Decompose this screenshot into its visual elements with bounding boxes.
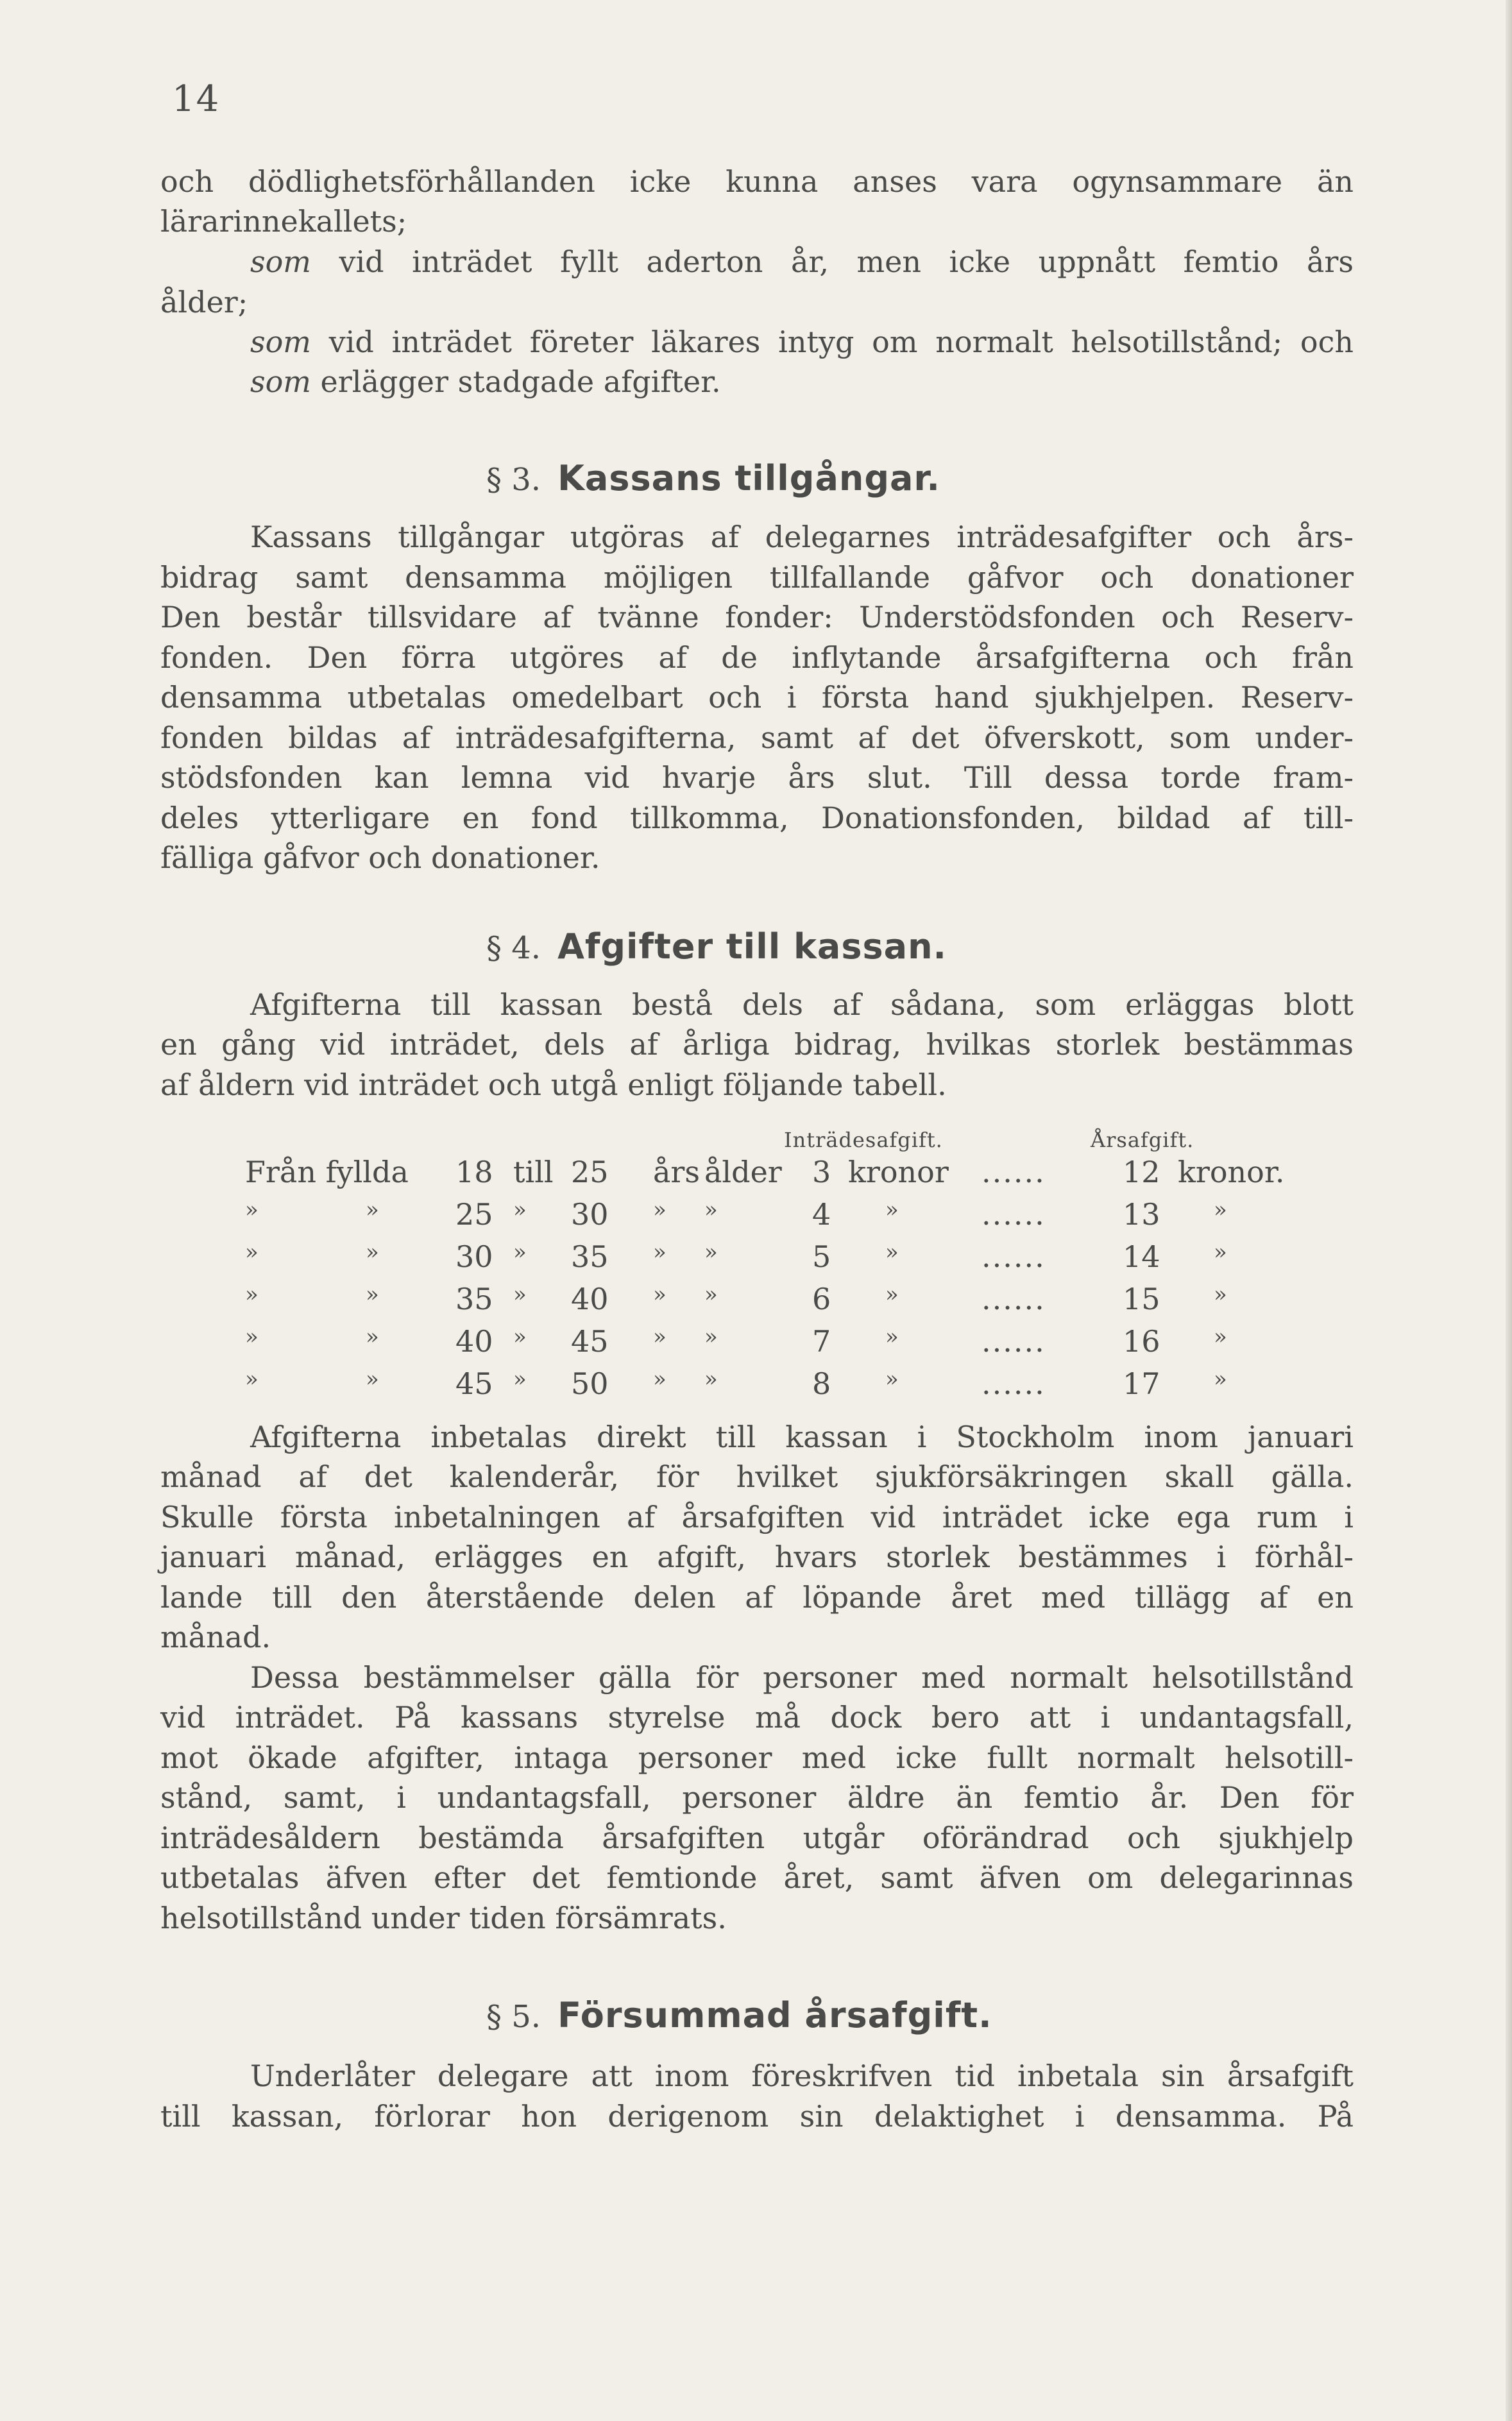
paragraph-line: Den består tillsvidare af tvänne fonder: Understödsfonden och Reserv- bbox=[160, 600, 1354, 634]
ditto-mark: » bbox=[245, 1239, 259, 1265]
table-row bbox=[160, 1155, 1366, 1194]
condition-text: erlägger stadgade afgifter. bbox=[320, 364, 721, 399]
cell-annual-fee: 12 bbox=[1123, 1155, 1160, 1189]
cell-annual-unit: kronor. bbox=[1178, 1155, 1285, 1189]
cell-age-to: 45 bbox=[571, 1324, 609, 1359]
paragraph-line: till kassan, förlorar hon derigenom sin delaktighet i densamma. På bbox=[160, 2099, 1354, 2134]
paragraph-line: stånd, samt, i undantagsfall, personer äldre än femtio år. Den för bbox=[160, 1780, 1354, 1815]
ditto-mark: » bbox=[245, 1282, 259, 1307]
ditto-mark: » bbox=[1214, 1239, 1227, 1265]
paragraph-line: en gång vid inträdet, dels af årliga bidrag, hvilkas storlek bestämmas bbox=[160, 1027, 1354, 1062]
column-header-annual-fee: Årsafgift. bbox=[1091, 1128, 1194, 1152]
ditto-mark: » bbox=[704, 1282, 718, 1307]
condition-text: vid inträdet fyllt aderton år, men icke uppnått femtio års bbox=[339, 244, 1354, 279]
intro-line: lärarinnekallets; bbox=[160, 204, 407, 239]
ditto-mark: » bbox=[245, 1366, 259, 1392]
paragraph-line: deles ytterligare en fond tillkomma, Donationsfonden, bildad af till- bbox=[160, 801, 1354, 835]
cell-entry-unit: kronor bbox=[848, 1155, 949, 1189]
cell-from: Från fyllda bbox=[245, 1155, 409, 1189]
paragraph-line: Skulle första inbetalningen af årsafgiften vid inträdet icke ega rum i bbox=[160, 1500, 1354, 1534]
ditto-mark: » bbox=[366, 1366, 379, 1392]
cell-age-from: 40 bbox=[455, 1324, 493, 1359]
ditto-mark: » bbox=[653, 1239, 667, 1265]
paragraph-line: utbetalas äfven efter det femtionde året, samt äfven om delegarinnas bbox=[160, 1860, 1354, 1895]
section-heading bbox=[486, 1995, 992, 2035]
ditto-mark: » bbox=[245, 1324, 259, 1350]
cell-annual-fee: 13 bbox=[1123, 1197, 1160, 1232]
ditto-mark: » bbox=[704, 1239, 718, 1265]
ditto-mark: » bbox=[1214, 1282, 1227, 1307]
cell-annual-fee: 14 bbox=[1123, 1239, 1160, 1274]
cell-age-from: 35 bbox=[455, 1282, 493, 1316]
cell-till: till bbox=[513, 1155, 554, 1189]
paragraph-line: Underlåter delegare att inom föreskrifven tid inbetala sin årsafgift bbox=[250, 2059, 1354, 2093]
cell-entry-fee: 7 bbox=[812, 1324, 831, 1359]
paragraph-line: Kassans tillgångar utgöras af delegarnes inträdesafgifter och års- bbox=[250, 520, 1354, 554]
ditto-mark: » bbox=[885, 1366, 899, 1392]
paragraph-line: helsotillstånd under tiden försämrats. bbox=[160, 1901, 727, 1935]
ditto-mark: » bbox=[1214, 1366, 1227, 1392]
condition-line bbox=[160, 322, 1354, 362]
paragraph-line: månad. bbox=[160, 1620, 271, 1654]
ditto-mark: » bbox=[653, 1324, 667, 1350]
paragraph-line: mot ökade afgifter, intaga personer med icke fullt normalt helsotill- bbox=[160, 1740, 1354, 1775]
cell-annual-fee: 16 bbox=[1123, 1324, 1160, 1359]
ditto-mark: » bbox=[366, 1282, 379, 1307]
ditto-mark: » bbox=[885, 1197, 899, 1223]
cell-entry-fee: 3 bbox=[812, 1155, 831, 1189]
section-title: Kassans tillgångar. bbox=[557, 458, 940, 498]
ditto-mark: » bbox=[245, 1197, 259, 1223]
condition-line bbox=[160, 242, 1354, 282]
cell-dots: ...... bbox=[981, 1282, 1046, 1316]
ditto-mark: » bbox=[513, 1197, 527, 1223]
ditto-mark: » bbox=[885, 1324, 899, 1350]
condition-lead: som bbox=[250, 244, 311, 279]
paragraph-line: stödsfonden kan lemna vid hvarje års slut. Till dessa torde fram- bbox=[160, 760, 1354, 795]
cell-dots: ...... bbox=[981, 1324, 1046, 1359]
condition-text: vid inträdet företer läkares intyg om normalt helsotillstånd; och bbox=[328, 325, 1354, 359]
cell-entry-fee: 6 bbox=[812, 1282, 831, 1316]
cell-entry-fee: 8 bbox=[812, 1366, 831, 1401]
table-row bbox=[160, 1324, 1366, 1364]
cell-age-from: 30 bbox=[455, 1239, 493, 1274]
cell-annual-fee: 17 bbox=[1123, 1366, 1160, 1401]
ditto-mark: » bbox=[653, 1282, 667, 1307]
page-edge bbox=[1506, 0, 1512, 2421]
paragraph-line: januari månad, erlägges en afgift, hvars storlek bestämmes i förhål- bbox=[160, 1540, 1354, 1574]
ditto-mark: » bbox=[885, 1239, 899, 1265]
paragraph-line: fälliga gåfvor och donationer. bbox=[160, 840, 600, 875]
cell-age-to: 25 bbox=[571, 1155, 609, 1189]
section-title: Afgifter till kassan. bbox=[557, 926, 947, 967]
table-row bbox=[160, 1282, 1366, 1321]
section-symbol: § 4. bbox=[486, 930, 541, 966]
ditto-mark: » bbox=[653, 1366, 667, 1392]
paragraph-line: månad af det kalenderår, för hvilket sjukförsäkringen skall gälla. bbox=[160, 1459, 1354, 1494]
cell-ars: års bbox=[653, 1155, 701, 1189]
cell-dots: ...... bbox=[981, 1239, 1046, 1274]
cell-dots: ...... bbox=[981, 1366, 1046, 1401]
paragraph-line: lande till den återstående delen af löpande året med tillägg af en bbox=[160, 1580, 1354, 1615]
cell-entry-fee: 5 bbox=[812, 1239, 831, 1274]
section-symbol: § 3. bbox=[486, 462, 541, 498]
paragraph-line: Dessa bestämmelser gälla för personer med normalt helsotillstånd bbox=[250, 1660, 1354, 1695]
paragraph-line: af åldern vid inträdet och utgå enligt följande tabell. bbox=[160, 1067, 947, 1102]
ditto-mark: » bbox=[885, 1282, 899, 1307]
cell-alder: ålder bbox=[704, 1155, 782, 1189]
intro-line: och dödlighetsförhållanden icke kunna anses vara ogynsammare än bbox=[160, 164, 1354, 199]
section-title: Försummad årsafgift. bbox=[557, 1995, 992, 2035]
column-header-entry-fee: Inträdesafgift. bbox=[784, 1128, 943, 1152]
cell-age-from: 18 bbox=[455, 1155, 493, 1189]
section-heading bbox=[486, 458, 940, 498]
ditto-mark: » bbox=[513, 1239, 527, 1265]
cell-dots: ...... bbox=[981, 1155, 1046, 1189]
cell-age-to: 35 bbox=[571, 1239, 609, 1274]
cell-age-from: 25 bbox=[455, 1197, 493, 1232]
cell-dots: ...... bbox=[981, 1197, 1046, 1232]
section-heading bbox=[486, 926, 947, 967]
paragraph-line: Afgifterna till kassan bestå dels af sådana, som erläggas blott bbox=[250, 987, 1354, 1022]
cell-age-to: 40 bbox=[571, 1282, 609, 1316]
condition-lead: som bbox=[250, 364, 311, 399]
ditto-mark: » bbox=[513, 1324, 527, 1350]
paragraph-line: vid inträdet. På kassans styrelse må dock bero att i undantagsfall, bbox=[160, 1700, 1354, 1735]
cell-age-to: 50 bbox=[571, 1366, 609, 1401]
ditto-mark: » bbox=[1214, 1324, 1227, 1350]
table-row bbox=[160, 1366, 1366, 1406]
ditto-mark: » bbox=[704, 1197, 718, 1223]
ditto-mark: » bbox=[513, 1366, 527, 1392]
cell-age-from: 45 bbox=[455, 1366, 493, 1401]
cell-age-to: 30 bbox=[571, 1197, 609, 1232]
section-symbol: § 5. bbox=[486, 1999, 541, 2035]
ditto-mark: » bbox=[513, 1282, 527, 1307]
condition-line: ålder; bbox=[160, 285, 248, 319]
ditto-mark: » bbox=[366, 1239, 379, 1265]
paragraph-line: inträdesåldern bestämda årsafgiften utgår oförändrad och sjukhjelp bbox=[160, 1821, 1354, 1855]
paragraph-line: densamma utbetalas omedelbart och i första hand sjukhjelpen. Reserv- bbox=[160, 680, 1354, 715]
table-row bbox=[160, 1239, 1366, 1279]
ditto-mark: » bbox=[366, 1197, 379, 1223]
page-number: 14 bbox=[172, 78, 221, 120]
ditto-mark: » bbox=[366, 1324, 379, 1350]
condition-lead: som bbox=[250, 325, 311, 359]
ditto-mark: » bbox=[653, 1197, 667, 1223]
ditto-mark: » bbox=[704, 1366, 718, 1392]
paragraph-line: fonden bildas af inträdesafgifterna, samt af det öfverskott, som under- bbox=[160, 720, 1354, 755]
paragraph-line: fonden. Den förra utgöres af de inflytande årsafgifterna och från bbox=[160, 640, 1354, 675]
paragraph-line: Afgifterna inbetalas direkt till kassan i Stockholm inom januari bbox=[250, 1420, 1354, 1454]
ditto-mark: » bbox=[704, 1324, 718, 1350]
ditto-mark: » bbox=[1214, 1197, 1227, 1223]
condition-line bbox=[160, 362, 1354, 402]
cell-entry-fee: 4 bbox=[812, 1197, 831, 1232]
paragraph-line: bidrag samt densamma möjligen tillfallande gåfvor och donationer bbox=[160, 560, 1354, 595]
cell-annual-fee: 15 bbox=[1123, 1282, 1160, 1316]
table-row bbox=[160, 1197, 1366, 1237]
